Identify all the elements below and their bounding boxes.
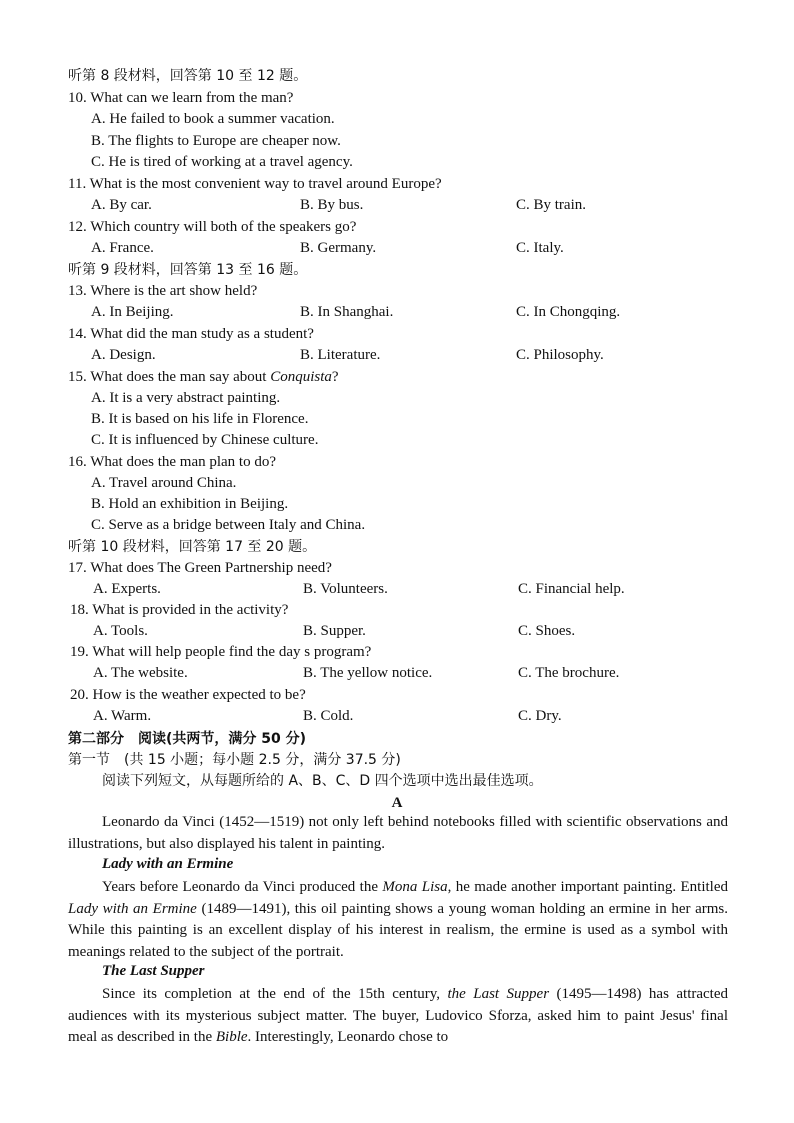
q18-option-c: C. Shoes. bbox=[518, 623, 576, 639]
para2-text-2: , he made another important painting. Entitled bbox=[447, 879, 729, 895]
para3-text-1: Since its completion at the end of the 15th century, bbox=[102, 986, 448, 1002]
q14-option-b: B. Literature. bbox=[300, 347, 381, 363]
subheading-the-last-supper: The Last Supper bbox=[102, 963, 205, 979]
q11-option-b: B. By bus. bbox=[300, 197, 364, 213]
q20-option-a: A. Warm. bbox=[93, 708, 152, 724]
para3-text-3: . Interestingly, Leonardo chose to bbox=[247, 1029, 449, 1045]
question-12-stem: 12. Which country will both of the speakers go? bbox=[68, 219, 357, 235]
passage-label: A bbox=[391, 795, 403, 811]
question-15-stem bbox=[68, 367, 339, 387]
q16-option-a: A. Travel around China. bbox=[91, 475, 237, 491]
q15-option-c: C. It is influenced by Chinese culture. bbox=[91, 432, 319, 448]
q19-option-c: C. The brochure. bbox=[518, 665, 620, 681]
q16-option-c: C. Serve as a bridge between Italy and China. bbox=[91, 517, 366, 533]
para2-text-1: Years before Leonardo da Vinci produced the bbox=[102, 879, 383, 895]
q11-option-c: C. By train. bbox=[516, 197, 586, 213]
q10-option-a: A. He failed to book a summer vacation. bbox=[91, 111, 335, 127]
q15-option-a: A. It is a very abstract painting. bbox=[91, 390, 281, 406]
question-10-stem: 10. What can we learn from the man? bbox=[68, 90, 294, 106]
listening-instruction-8: 听第 8 段材料，回答第 10 至 12 题。 bbox=[68, 68, 308, 84]
q16-option-b: B. Hold an exhibition in Beijing. bbox=[91, 496, 289, 512]
question-11-stem: 11. What is the most convenient way to travel around Europe? bbox=[68, 176, 442, 192]
q13-option-a: A. In Beijing. bbox=[91, 304, 174, 320]
section-one-heading: 第一节 (共 15 小题；每小题 2.5 分，满分 37.5 分) bbox=[68, 752, 401, 768]
q18-option-b: B. Supper. bbox=[303, 623, 366, 639]
q10-option-b: B. The flights to Europe are cheaper now. bbox=[91, 133, 341, 149]
passage-paragraph-3 bbox=[68, 984, 728, 1049]
q17-option-b: B. Volunteers. bbox=[303, 581, 388, 597]
para3-text-2: (1495—1498) has attracted audiences with its mysterious subject matter. The buyer, Ludovico Sforza, asked him to paint Jesus' final meal as described in the bbox=[68, 986, 728, 1045]
q12-option-b: B. Germany. bbox=[300, 240, 377, 256]
q19-option-b: B. The yellow notice. bbox=[303, 665, 433, 681]
q14-option-c: C. Philosophy. bbox=[516, 347, 604, 363]
q17-option-a: A. Experts. bbox=[93, 581, 161, 597]
listening-instruction-9: 听第 9 段材料，回答第 13 至 16 题。 bbox=[68, 262, 308, 278]
para2-title-mona-lisa: Mona Lisa bbox=[382, 879, 448, 895]
question-13-stem: 13. Where is the art show held? bbox=[68, 283, 258, 299]
q11-option-a: A. By car. bbox=[91, 197, 152, 213]
q10-option-c: C. He is tired of working at a travel agency. bbox=[91, 154, 353, 170]
part-two-heading: 第二部分 阅读(共两节，满分 50 分) bbox=[68, 731, 307, 747]
q15-option-b: B. It is based on his life in Florence. bbox=[91, 411, 309, 427]
para3-title-bible: Bible bbox=[215, 1029, 248, 1045]
q13-option-b: B. In Shanghai. bbox=[300, 304, 394, 320]
q14-option-a: A. Design. bbox=[91, 347, 156, 363]
listening-instruction-10: 听第 10 段材料，回答第 17 至 20 题。 bbox=[68, 539, 317, 555]
q18-option-a: A. Tools. bbox=[93, 623, 148, 639]
passage-paragraph-2 bbox=[68, 877, 728, 963]
passage-paragraph-1: Leonardo da Vinci (1452—1519) not only left behind notebooks filled with scientific observations and illustrations, but also displayed his talent in painting. bbox=[68, 814, 728, 852]
para2-title-lady: Lady with an Ermine bbox=[68, 900, 197, 917]
q15-painting-title: Conquista bbox=[270, 369, 332, 385]
para2-text-3: (1489—1491), this oil painting shows a young woman holding an ermine in her arms. While this painting is an excellent display of his interest in realism, the ermine is used as a symbol with meanings related to the subject of the portrait. bbox=[68, 900, 728, 960]
q13-option-c: C. In Chongqing. bbox=[516, 304, 621, 320]
question-20-stem: 20. How is the weather expected to be? bbox=[70, 687, 306, 703]
question-18-stem: 18. What is provided in the activity? bbox=[70, 602, 289, 618]
reading-instruction: 阅读下列短文，从每题所给的 A、B、C、D 四个选项中选出最佳选项。 bbox=[102, 773, 543, 789]
q12-option-a: A. France. bbox=[91, 240, 154, 256]
q20-option-b: B. Cold. bbox=[303, 708, 354, 724]
q12-option-c: C. Italy. bbox=[516, 240, 564, 256]
q17-option-c: C. Financial help. bbox=[518, 581, 625, 597]
q19-option-a: A. The website. bbox=[93, 665, 188, 681]
q15-stem-mark: ? bbox=[331, 369, 339, 385]
subheading-lady-with-an-ermine: Lady with an Ermine bbox=[102, 856, 234, 872]
question-14-stem: 14. What did the man study as a student? bbox=[68, 326, 314, 342]
q15-stem-text: 15. What does the man say about bbox=[68, 369, 271, 385]
para3-title-last-supper: the Last Supper bbox=[447, 986, 550, 1002]
question-19-stem: 19. What will help people find the day s program? bbox=[70, 644, 372, 660]
q20-option-c: C. Dry. bbox=[518, 708, 562, 724]
question-16-stem: 16. What does the man plan to do? bbox=[68, 454, 277, 470]
question-17-stem: 17. What does The Green Partnership need? bbox=[68, 560, 332, 576]
